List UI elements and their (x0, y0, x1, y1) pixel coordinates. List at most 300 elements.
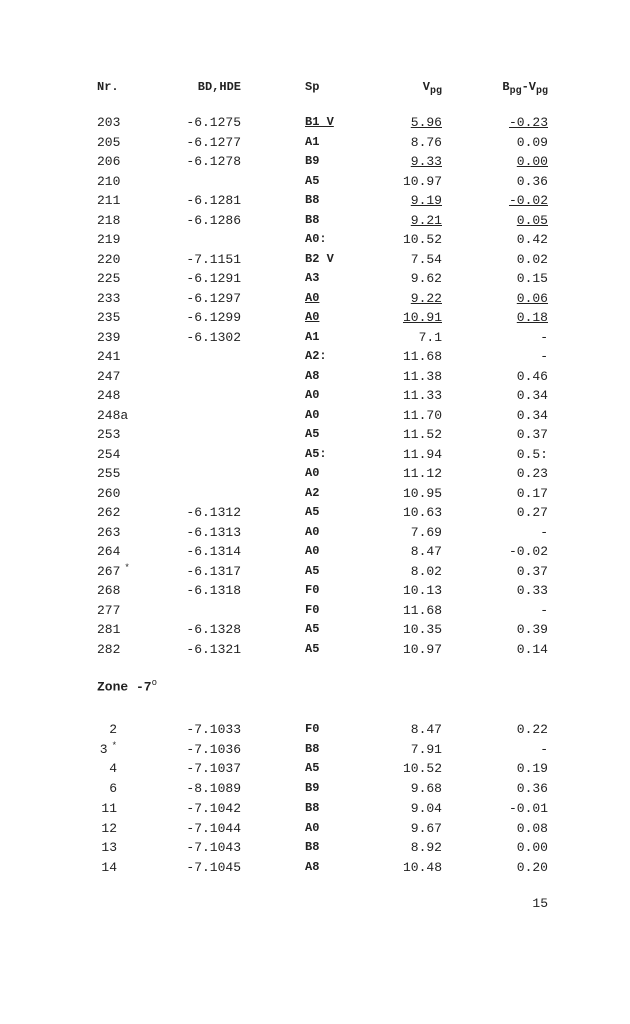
cell-text: -0.02 (508, 544, 548, 559)
cell-v (403, 759, 442, 778)
table-row (0, 367, 630, 386)
cell-text: 205 (97, 134, 121, 150)
cell-text: 8.47 (410, 544, 442, 559)
cell-nr (97, 406, 128, 425)
cell-text: 281 (97, 622, 121, 637)
cell-text: 0.00 (516, 840, 548, 856)
cell-text: 0.19 (516, 761, 548, 777)
cell-text: 9.62 (410, 271, 442, 286)
column-header-sp: Sp (305, 80, 320, 94)
table-row (0, 523, 630, 542)
cell-text: 203 (97, 115, 121, 130)
cell-sp (305, 601, 319, 620)
cell-text: 0.15 (516, 271, 548, 286)
cell-text: 10.95 (402, 485, 442, 501)
cell-nr (97, 308, 120, 327)
cell-v (411, 289, 442, 308)
cell-v (403, 858, 442, 877)
cell-text: A1 (305, 134, 320, 149)
cell-text: 219 (97, 232, 121, 247)
cell-text: F0 (305, 602, 320, 617)
b-label: B (502, 80, 510, 94)
cell-text: 0.37 (516, 563, 548, 579)
table-row (0, 347, 630, 366)
cell-v (411, 720, 442, 739)
cell-text: B8 (305, 741, 320, 756)
cell-text: 0.42 (516, 232, 548, 247)
cell-text: 0.08 (516, 820, 548, 836)
cell-text: 0.14 (516, 641, 548, 657)
cell-bv (517, 484, 548, 503)
cell-text: 0.36 (516, 781, 548, 797)
cell-sp (305, 620, 319, 639)
cell-bd (186, 328, 241, 347)
cell-text: -7.1044 (186, 820, 241, 836)
cell-bd (186, 503, 241, 522)
cell-bd (186, 759, 241, 778)
cell-text: A5 (305, 563, 320, 578)
cell-v (403, 308, 442, 327)
table-row (0, 858, 630, 877)
cell-text: 0.06 (516, 290, 548, 306)
cell-text: -6.1318 (186, 583, 241, 598)
cell-text: 9.67 (410, 820, 442, 836)
cell-v (403, 581, 442, 600)
cell-text: -6.1302 (186, 329, 241, 345)
cell-sp (305, 425, 319, 444)
cell-text: 253 (97, 427, 121, 442)
cell-sp (305, 347, 327, 366)
cell-text: 248a (97, 407, 129, 423)
cell-v (403, 503, 442, 522)
table-row (0, 133, 630, 152)
cell-text: -7.1042 (186, 800, 241, 816)
cell-text: 8.47 (410, 722, 442, 737)
cell-bv (517, 230, 548, 249)
cell-bv (540, 740, 548, 759)
cell-bv (517, 133, 548, 152)
table-row (0, 640, 630, 659)
table-row (0, 425, 630, 444)
cell-text: 10.63 (402, 505, 442, 520)
cell-text: 9.19 (410, 193, 442, 208)
table-row (0, 289, 630, 308)
cell-bv (517, 152, 548, 171)
cell-text: 7.1 (418, 329, 442, 345)
cell-text: 206 (97, 154, 121, 169)
cell-text: - (540, 524, 548, 540)
cell-text: -6.1313 (186, 524, 241, 540)
cell-text: 0.09 (516, 134, 548, 150)
cell-bv (517, 620, 548, 639)
cell-text: 248 (97, 388, 121, 403)
cell-text: B9 (305, 154, 320, 168)
cell-bd (186, 289, 241, 308)
cell-text: A5 (305, 641, 320, 656)
cell-nr (97, 289, 120, 308)
cell-sp (305, 445, 327, 464)
v-subscript: pg (535, 86, 548, 97)
cell-v (403, 386, 442, 405)
cell-bd (186, 581, 241, 600)
cell-nr (97, 542, 120, 561)
cell-nr (97, 484, 120, 503)
cell-v (403, 445, 442, 464)
cell-bv (517, 445, 548, 464)
cell-text: 2 (109, 722, 117, 737)
cell-v (403, 464, 442, 483)
table-row (0, 581, 630, 600)
cell-bd (186, 542, 241, 561)
cell-bv (540, 523, 548, 542)
cell-bd (186, 152, 241, 171)
v-label: V (422, 80, 430, 94)
cell-sp (305, 289, 319, 308)
cell-sp (305, 328, 319, 347)
cell-bv (517, 819, 548, 838)
cell-v (411, 799, 442, 818)
cell-bd (186, 720, 241, 739)
cell-text: -6.1286 (186, 212, 241, 228)
v-label: -V (521, 80, 536, 94)
cell-bv (517, 250, 548, 269)
cell-text: 262 (97, 505, 121, 520)
cell-bv (517, 172, 548, 191)
cell-text: A0 (305, 310, 320, 324)
cell-nr (97, 211, 120, 230)
cell-nr (97, 386, 120, 405)
cell-sp (305, 269, 319, 288)
cell-text: 4 (109, 761, 117, 777)
cell-v (403, 601, 442, 620)
table-row (0, 308, 630, 327)
cell-text: 11.94 (402, 446, 442, 462)
cell-v (411, 152, 442, 171)
cell-text: A5 (305, 173, 320, 188)
table-row (0, 620, 630, 639)
cell-text: A0 (305, 407, 320, 422)
cell-nr (97, 133, 120, 152)
cell-bv (517, 211, 548, 230)
cell-v (411, 740, 442, 759)
cell-v (403, 620, 442, 639)
cell-bd (186, 562, 241, 581)
cell-text: 282 (97, 641, 121, 657)
cell-sp (305, 230, 327, 249)
cell-nr (97, 464, 120, 483)
cell-nr (101, 838, 117, 857)
cell-text: 10.35 (402, 622, 442, 637)
cell-text: 0.37 (516, 427, 548, 442)
table-row (0, 601, 630, 620)
cell-v (411, 838, 442, 857)
cell-nr (97, 269, 120, 288)
cell-bd (186, 779, 241, 798)
cell-text: - (540, 349, 548, 364)
table-row (0, 406, 630, 425)
cell-text: A0 (305, 544, 320, 558)
cell-bv (517, 464, 548, 483)
table-row (0, 172, 630, 191)
cell-sp (305, 484, 319, 503)
cell-text: 255 (97, 466, 121, 481)
cell-bd (186, 269, 241, 288)
cell-text: B8 (305, 193, 320, 207)
cell-text: - (540, 602, 548, 618)
cell-v (411, 133, 442, 152)
cell-text: 0.33 (516, 583, 548, 598)
cell-text: -0.02 (508, 193, 548, 208)
cell-text: B9 (305, 781, 320, 796)
cell-sp (305, 172, 319, 191)
cell-bv (517, 562, 548, 581)
cell-text: -6.1278 (186, 154, 241, 169)
cell-text: -6.1314 (186, 544, 241, 559)
cell-nr (97, 191, 120, 210)
cell-v (403, 406, 442, 425)
cell-nr (100, 740, 117, 761)
cell-text: 9.68 (410, 781, 442, 797)
cell-text: 7.91 (410, 741, 442, 757)
cell-sp (305, 523, 319, 542)
cell-sp (305, 740, 319, 759)
cell-v (411, 269, 442, 288)
cell-text: 0.34 (516, 388, 548, 403)
page-number: 15 (532, 896, 548, 911)
cell-v (403, 230, 442, 249)
cell-text: 8.92 (410, 840, 442, 856)
cell-text: 247 (97, 368, 121, 384)
cell-sp (305, 720, 319, 739)
cell-v (411, 542, 442, 561)
cell-bv (517, 581, 548, 600)
cell-text: 11.38 (402, 368, 442, 384)
cell-nr (97, 523, 120, 542)
cell-bd (186, 819, 241, 838)
cell-text: 14 (101, 859, 117, 875)
cell-text: -6.1317 (186, 563, 241, 579)
cell-nr (97, 347, 120, 366)
footnote-mark: * (111, 740, 117, 751)
cell-bd (186, 308, 241, 327)
cell-text: 9.21 (410, 212, 442, 228)
cell-text: 10.48 (402, 859, 442, 875)
cell-sp (305, 581, 319, 600)
cell-text: -7.1036 (186, 741, 241, 757)
table-row (0, 250, 630, 269)
cell-nr (101, 819, 117, 838)
cell-text: -7.1033 (186, 722, 241, 737)
cell-text: 11.33 (402, 388, 442, 403)
cell-text: B2 V (305, 251, 334, 266)
cell-text: -6.1275 (186, 115, 241, 130)
cell-nr (97, 581, 120, 600)
cell-v (419, 328, 442, 347)
table-row (0, 484, 630, 503)
cell-text: A8 (305, 859, 320, 874)
cell-sp (305, 640, 319, 659)
cell-text: 235 (97, 310, 121, 325)
cell-text: 210 (97, 173, 121, 189)
cell-bv (509, 191, 548, 210)
cell-text: A2: (305, 349, 327, 363)
cell-text: A5 (305, 761, 320, 776)
cell-nr (97, 367, 120, 386)
cell-text: 11.68 (402, 602, 442, 618)
cell-bv (517, 367, 548, 386)
cell-v (411, 191, 442, 210)
zone-label: Zone -7 (97, 679, 152, 695)
cell-sp (305, 250, 334, 269)
cell-v (403, 425, 442, 444)
cell-nr (97, 172, 120, 191)
table-row (0, 113, 630, 132)
cell-text: 10.13 (402, 583, 442, 598)
cell-text: -8.1089 (186, 781, 241, 797)
cell-v (411, 819, 442, 838)
table-row (0, 542, 630, 561)
table-row (0, 211, 630, 230)
cell-v (403, 347, 442, 366)
table-row (0, 562, 630, 581)
cell-nr (101, 858, 117, 877)
cell-sp (305, 562, 319, 581)
b-subscript: pg (509, 86, 522, 97)
table-row (0, 503, 630, 522)
footnote-mark: * (124, 562, 130, 573)
cell-bv (517, 406, 548, 425)
cell-bv (517, 720, 548, 739)
cell-text: 6 (109, 781, 117, 797)
cell-text: -7.1043 (186, 840, 241, 856)
cell-nr (109, 779, 117, 798)
cell-text: 11.68 (402, 349, 442, 364)
cell-text: A8 (305, 368, 320, 383)
cell-nr (97, 250, 120, 269)
cell-v (403, 484, 442, 503)
cell-text: 0.23 (516, 466, 548, 481)
cell-text: 225 (97, 271, 121, 286)
cell-bv (509, 113, 548, 132)
cell-text: 10.52 (402, 232, 442, 247)
cell-sp (305, 133, 319, 152)
cell-text: 260 (97, 485, 121, 501)
cell-text: A5: (305, 446, 327, 461)
cell-text: 9.33 (410, 154, 442, 169)
table-row (0, 720, 630, 739)
cell-text: -6.1297 (186, 290, 241, 306)
table-row (0, 386, 630, 405)
cell-v (411, 523, 442, 542)
cell-sp (305, 211, 319, 230)
cell-text: 263 (97, 524, 121, 540)
cell-text: B8 (305, 840, 320, 855)
cell-text: 9.22 (410, 290, 442, 306)
cell-text: 0.46 (516, 368, 548, 384)
cell-text: B1 V (305, 115, 334, 129)
cell-text: -6.1321 (186, 641, 241, 657)
cell-text: 8.02 (410, 563, 442, 579)
cell-text: 11.12 (402, 466, 442, 481)
cell-nr (97, 113, 120, 132)
cell-text: 8.76 (410, 134, 442, 150)
cell-sp (305, 386, 319, 405)
table-row (0, 152, 630, 171)
cell-bv (509, 542, 548, 561)
table-row (0, 819, 630, 838)
cell-bv (509, 799, 548, 818)
cell-bd (186, 113, 241, 132)
cell-bv (517, 289, 548, 308)
cell-sp (305, 406, 319, 425)
cell-text: A0 (305, 466, 320, 480)
cell-text: 233 (97, 290, 121, 306)
cell-bv (540, 347, 548, 366)
cell-bd (186, 620, 241, 639)
cell-bd (186, 640, 241, 659)
cell-text: 0.18 (516, 310, 548, 325)
cell-bd (186, 838, 241, 857)
table-row (0, 445, 630, 464)
table-row (0, 328, 630, 347)
cell-bv (517, 269, 548, 288)
table-row (0, 779, 630, 798)
cell-bv (517, 386, 548, 405)
cell-sp (305, 367, 319, 386)
cell-text: 10.97 (402, 641, 442, 657)
cell-text: B8 (305, 800, 320, 815)
cell-text: -6.1328 (186, 622, 241, 637)
v-subscript: pg (429, 86, 442, 97)
cell-sp (305, 113, 334, 132)
table-row (0, 464, 630, 483)
cell-text: 211 (97, 193, 121, 208)
cell-text: - (540, 741, 548, 757)
cell-text: -6.1291 (186, 271, 241, 286)
cell-v (411, 779, 442, 798)
cell-text: B8 (305, 212, 320, 227)
cell-bd (186, 740, 241, 759)
cell-sp (305, 191, 319, 210)
cell-text: -7.1045 (186, 859, 241, 875)
cell-nr (97, 230, 120, 249)
cell-bd (186, 133, 241, 152)
cell-text: A0 (305, 524, 320, 539)
cell-text: 0.05 (516, 212, 548, 228)
cell-nr (97, 445, 120, 464)
cell-bd (186, 523, 241, 542)
cell-text: 0.22 (516, 722, 548, 737)
cell-sp (305, 779, 319, 798)
cell-text: A2 (305, 485, 320, 500)
cell-bd (186, 799, 241, 818)
cell-text: -6.1277 (186, 134, 241, 150)
cell-v (403, 640, 442, 659)
cell-v (411, 250, 442, 269)
cell-sp (305, 503, 319, 522)
cell-sp (305, 819, 319, 838)
cell-text: -7.1037 (186, 761, 241, 777)
table-row (0, 230, 630, 249)
cell-bv (517, 759, 548, 778)
cell-text: - (540, 329, 548, 345)
cell-text: A5 (305, 427, 320, 441)
cell-text: 0.00 (516, 154, 548, 169)
cell-text: 10.91 (402, 310, 442, 325)
cell-nr (97, 425, 120, 444)
cell-bd (186, 858, 241, 877)
column-header-bd: BD,HDE (197, 80, 241, 94)
